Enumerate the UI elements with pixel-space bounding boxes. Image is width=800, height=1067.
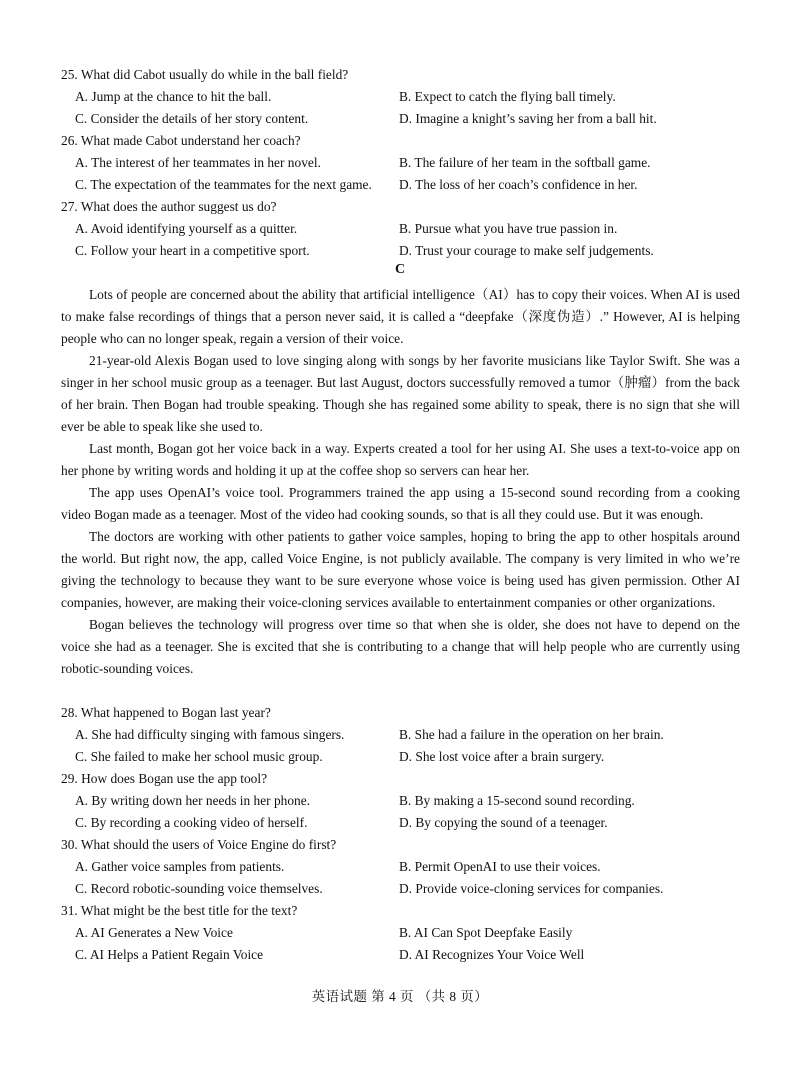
option-a: A. AI Generates a New Voice	[75, 925, 233, 940]
option-c: C. She failed to make her school music group.	[75, 749, 323, 764]
option-a: A. Avoid identifying yourself as a quitter.	[75, 221, 298, 236]
question-stem: 26. What made Cabot understand her coach?	[61, 133, 301, 148]
passage-paragraph: Bogan believes the technology will progress over time so that when she is older, she does not have to depend on the voice she had as a teenager. She is excited that she is contributing to a change that will help people who are currently using robotic-sounding voices.	[61, 617, 740, 676]
option-c: C. Record robotic-sounding voice themselves.	[75, 881, 323, 896]
option-d: D. Imagine a knight’s saving her from a ball hit.	[399, 111, 657, 126]
question-stem: 25. What did Cabot usually do while in the ball field?	[61, 67, 349, 82]
option-a: A. Gather voice samples from patients.	[75, 859, 285, 874]
page-footer: 英语试题 第 4 页 （共 8 页）	[311, 989, 489, 1004]
option-d: D. Trust your courage to make self judgements.	[399, 243, 654, 258]
option-a: A. The interest of her teammates in her novel.	[75, 155, 321, 170]
option-a: A. By writing down her needs in her phone.	[75, 793, 311, 808]
reading-passage	[61, 284, 740, 680]
option-a: A. Jump at the chance to hit the ball.	[75, 89, 272, 104]
option-c: C. Consider the details of her story content.	[75, 111, 309, 126]
question-stem: 31. What might be the best title for the text?	[61, 903, 298, 918]
option-d: D. She lost voice after a brain surgery.	[399, 749, 605, 764]
option-b: B. AI Can Spot Deepfake Easily	[399, 925, 573, 940]
passage-paragraph: 21-year-old Alexis Bogan used to love singing along with songs by her favorite musicians like Taylor Swift. She was a singer in her school music group as a teenager. But last August, doctors successfully removed a tumor（肿瘤）from the back of her brain. Then Bogan had trouble speaking. Though she has regained some ability to speak, there is no sign that she will ever be able to speak like she used to.	[61, 353, 740, 434]
option-d: D. Provide voice-cloning services for companies.	[399, 881, 664, 896]
option-a: A. She had difficulty singing with famous singers.	[75, 727, 345, 742]
passage-paragraph: The app uses OpenAI’s voice tool. Programmers trained the app using a 15-second sound recording from a cooking video Bogan made as a teenager. Most of the video had cooking sounds, so that is all they could use. But it was enough.	[61, 485, 740, 522]
question-stem: 28. What happened to Bogan last year?	[61, 705, 271, 720]
option-d: D. AI Recognizes Your Voice Well	[399, 947, 585, 962]
section-title: C	[394, 262, 406, 277]
option-b: B. Expect to catch the flying ball timely.	[399, 89, 616, 104]
option-d: D. The loss of her coach’s confidence in her.	[399, 177, 638, 192]
option-d: D. By copying the sound of a teenager.	[399, 815, 608, 830]
option-c: C. Follow your heart in a competitive sport.	[75, 243, 310, 258]
option-b: B. Pursue what you have true passion in.	[399, 221, 618, 236]
passage-paragraph: Lots of people are concerned about the ability that artificial intelligence（AI）has to copy their voices. When AI is used to make false recordings of things that a person never said, it is called a “deepfake（深度伪造）.” However, AI is helping people who can no longer speak, regain a version of their voice.	[61, 287, 740, 346]
passage-paragraph: The doctors are working with other patients to gather voice samples, hoping to bring the app to other hospitals around the world. But right now, the app, called Voice Engine, is not publicly available. The company is very limited in who we’re giving the technology to because they want to be sure everyone whose voice is being used has given permission. Other AI companies, however, are making their voice-cloning services available to entertainment companies or other organizations.	[61, 529, 740, 610]
question-stem: 29. How does Bogan use the app tool?	[61, 771, 268, 786]
option-b: B. The failure of her team in the softball game.	[399, 155, 651, 170]
option-b: B. She had a failure in the operation on her brain.	[399, 727, 664, 742]
option-c: C. AI Helps a Patient Regain Voice	[75, 947, 264, 962]
option-c: C. By recording a cooking video of herself.	[75, 815, 308, 830]
question-stem: 27. What does the author suggest us do?	[61, 199, 277, 214]
option-c: C. The expectation of the teammates for the next game.	[75, 177, 372, 192]
option-b: B. By making a 15-second sound recording.	[399, 793, 635, 808]
question-stem: 30. What should the users of Voice Engine do first?	[61, 837, 337, 852]
option-b: B. Permit OpenAI to use their voices.	[399, 859, 601, 874]
passage-paragraph: Last month, Bogan got her voice back in a way. Experts created a tool for her using AI. She uses a text-to-voice app on her phone by writing words and holding it up at the coffee shop so servers can hear her.	[61, 441, 740, 478]
